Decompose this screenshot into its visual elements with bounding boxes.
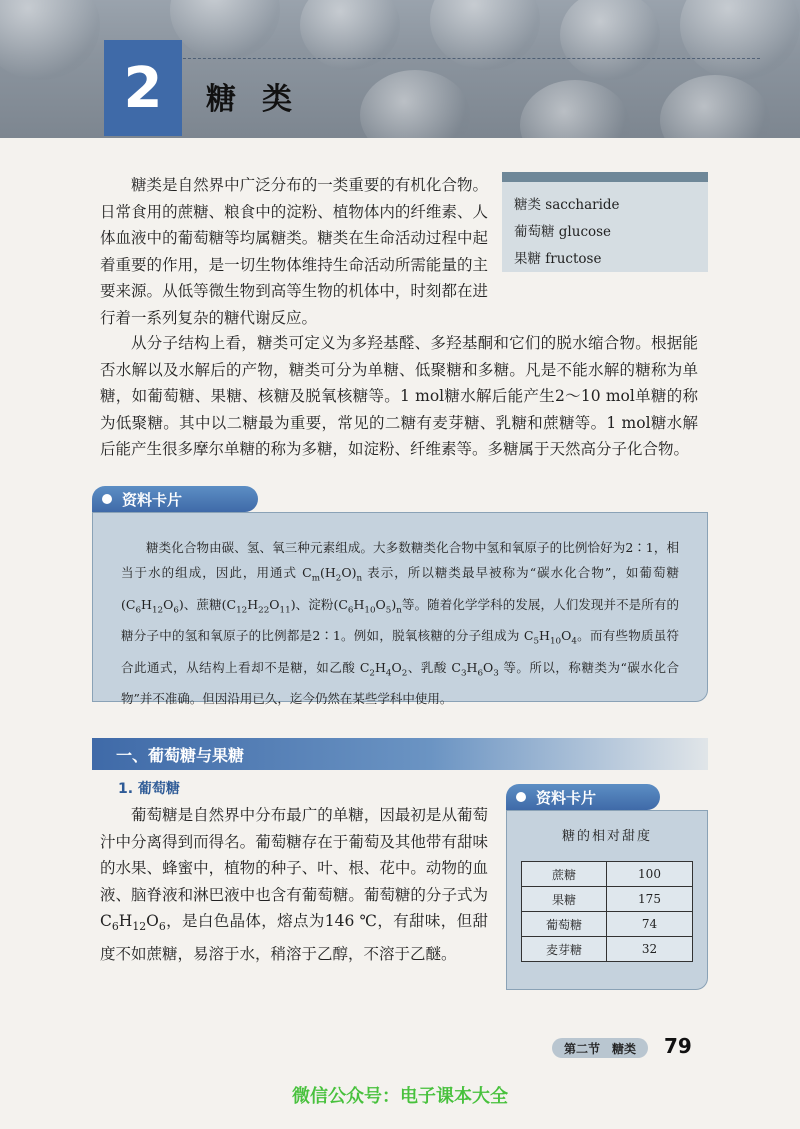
intro-paragraph-2: 从分子结构上看，糖类可定义为多羟基醛、多羟基酮和它们的脱水缩合物。根据能否水解以及水解后的产物，糖类可分为单糖、低聚糖和多糖。凡是不能水解的糖称为单糖，如葡萄糖、果糖、核糖及脱氧核糖等。1 mol糖水解后能产生2～10 mol单糖的称为低聚糖。其中以二糖最为重要，常见的二糖有麦芽糖、乳糖和蔗糖等。1 mol糖水解后能产生很多摩尔单糖的称为多糖，如淀粉、纤维素等。多糖属于天然高分子化合物。 <box>100 334 698 458</box>
sweetness-value: 175 <box>607 887 693 912</box>
table-row <box>522 887 693 912</box>
bullet-icon <box>102 494 112 504</box>
banner-dashed-line <box>148 58 760 59</box>
fruit-decoration <box>0 0 100 80</box>
sugar-name: 麦芽糖 <box>522 937 607 962</box>
sweetness-value: 74 <box>607 912 693 937</box>
sweetness-card-tab <box>506 784 660 810</box>
table-row <box>522 912 693 937</box>
fruit-decoration <box>360 70 470 138</box>
section-tag: 第二节 糖类 <box>552 1038 648 1058</box>
chapter-number: 2 <box>104 40 182 136</box>
vocab-item: 糖类 saccharide <box>514 197 620 213</box>
fruit-decoration <box>520 80 630 138</box>
info-card-body <box>92 512 708 706</box>
bullet-icon <box>516 792 526 802</box>
sugar-name: 果糖 <box>522 887 607 912</box>
glucose-paragraph: 葡萄糖是自然界中分布最广的单糖，因最初是从葡萄汁中分离得到而得名。葡萄糖存在于葡萄及其他带有甜味的水果、蜂蜜中，植物的种子、叶、根、花中。动物的血液、脑脊液和淋巴液中也含有葡萄糖。葡萄糖的分子式为 $C_6H_{12}O_6$，是白色晶体，熔点为146 ℃，有甜味，但甜度不如蔗糖，易溶于水，稍溶于乙醇，不溶于乙醚。 <box>100 806 488 963</box>
watermark: 微信公众号：电子课本大全 <box>292 1086 508 1107</box>
vocab-item: 果糖 fructose <box>514 251 602 267</box>
fruit-decoration <box>300 0 400 70</box>
sweetness-card-body <box>506 810 708 990</box>
sweetness-value: 100 <box>607 862 693 887</box>
info-card-tab <box>92 486 258 512</box>
table-title: 糖的相对甜度 <box>561 829 652 844</box>
chapter-title: 糖类 <box>206 82 318 117</box>
sugar-name: 葡萄糖 <box>522 912 607 937</box>
sweetness-table <box>521 861 693 962</box>
fruit-decoration <box>430 0 540 70</box>
info-card-label: 资料卡片 <box>122 490 183 509</box>
fruit-decoration <box>660 75 770 138</box>
subsection-heading: 1. 葡萄糖 <box>118 781 180 797</box>
table-row <box>522 862 693 887</box>
intro-paragraph-1: 糖类是自然界中广泛分布的一类重要的有机化合物。日常食用的蔗糖、粮食中的淀粉、植物体内的纤维素、人体血液中的葡萄糖等均属糖类。糖类在生命活动过程中起着重要的作用，是一切生物体维持生命活动所需能量的主要来源。从低等微生物到高等生物的机体中，时刻都在进行着一系列复杂的糖代谢反应。 <box>100 176 488 327</box>
sugar-name: 蔗糖 <box>522 862 607 887</box>
vocabulary-box <box>502 172 708 272</box>
page-number: 79 <box>664 1034 692 1058</box>
vocab-item: 葡萄糖 glucose <box>514 224 612 240</box>
info-card-text: 糖类化合物由碳、氢、氧三种元素组成。大多数糖类化合物中氢和氧原子的比例恰好为2∶1，相当于水的组成，因此，用通式 $C_m(H_2O)_n$ 表示，所以糖类最早被称为“碳水化合物”，如葡萄糖$(C_6H_{12}O_6)$、蔗糖$(C_{12}H_{22}O_{11})$、淀粉$(C_6H_{10}O_5)_n$等。随着化学学科的发展，人们发现并不是所有的糖分子中的氢和氧原子的比例都是2∶1。例如，脱氧核糖的分子组成为 $C_5H_{10}O_4$。而有些物质虽符合此通式，从结构上看却不是糖，如乙酸 $C_2H_4O_2$、乳酸 $C_3H_6O_3$ 等。所以，称糖类为“碳水化合物”并不准确。但因沿用已久，迄今仍然在某些学科中使用。 <box>121 540 679 706</box>
fruit-decoration <box>170 0 280 60</box>
sweetness-value: 32 <box>607 937 693 962</box>
section-heading: 一、葡萄糖与果糖 <box>92 738 708 770</box>
fruit-decoration <box>680 0 800 80</box>
table-row <box>522 937 693 962</box>
sweetness-card-label: 资料卡片 <box>536 788 597 807</box>
fruit-decoration <box>560 0 660 80</box>
